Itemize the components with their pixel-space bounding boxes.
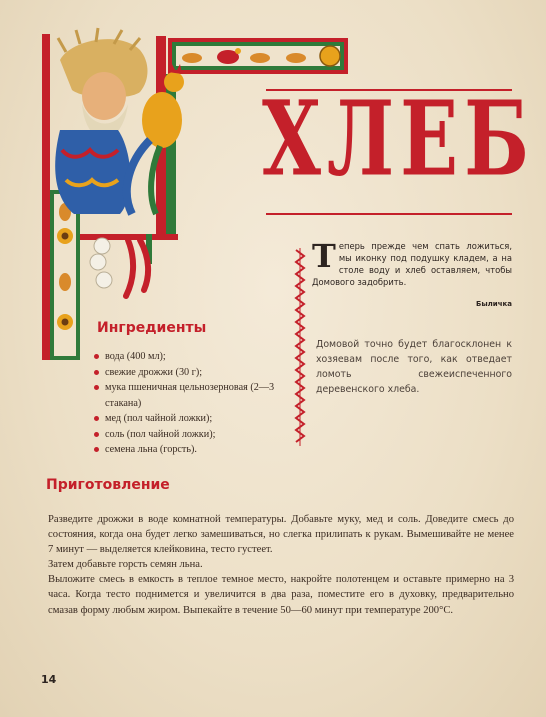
- method-paragraph: Выложите смесь в емкость в теплое темное место, накройте полотенцем и оставьте примерно на 3 часа. Когда тесто поднимется и увеличится в два раза, поместите его в духовку, предварительно смазав форму любым жиром. Выпекайте в течение 50—60 минут при температуре 200°С.: [48, 574, 514, 616]
- side-note: Домовой точно будет благосклонен к хозяевам после того, как отведает ломоть свежеиспеченного деревенского хлеба.: [316, 339, 512, 395]
- domovoy-figure-illustration: [55, 28, 147, 214]
- list-item: мед (пол чайной ложки);: [90, 411, 295, 427]
- quote-source: Быличка: [476, 300, 512, 308]
- list-item: вода (400 мл);: [90, 349, 295, 365]
- chili-pepper-icon: [126, 240, 148, 296]
- list-item: соль (пол чайной ложки);: [90, 427, 295, 443]
- method-paragraph: Затем добавьте горсть семян льна.: [48, 559, 203, 571]
- list-item: мука пшеничная цельнозерновая (2—3 стакана): [90, 380, 295, 411]
- page-number: 14: [41, 673, 57, 686]
- braided-divider: [296, 248, 304, 446]
- page-title: ХЛЕБ: [262, 78, 536, 199]
- list-item: семена льна (горсть).: [90, 442, 295, 458]
- list-item: свежие дрожжи (30 г);: [90, 365, 295, 381]
- ingredients-list: [90, 349, 295, 458]
- quote-drop-cap: Т: [312, 237, 336, 275]
- title-rule-bottom: [266, 213, 512, 215]
- method-paragraph: Разведите дрожжи в воде комнатной температуры. Добавьте муку, мед и соль. Доведите смесь до состояния, когда она будет легко замешиваться, но слегка прилипать к рукам. Вымешивайте не менее 7 минут — выделяется клейковина, тесто густеет.: [48, 514, 514, 556]
- method-heading: Приготовление: [46, 477, 170, 493]
- garlic-icon: [90, 238, 112, 288]
- folk-quote: [312, 237, 512, 288]
- quote-text: еперь прежде чем спать ложиться, мы иконку под подушку кладем, а на столе воду и хлеб оставляем, чтобы Домового задобрить.: [312, 241, 512, 287]
- top-ornament-band: [168, 38, 348, 74]
- ingredients-heading: Ингредиенты: [97, 320, 207, 336]
- method-text: [48, 512, 514, 618]
